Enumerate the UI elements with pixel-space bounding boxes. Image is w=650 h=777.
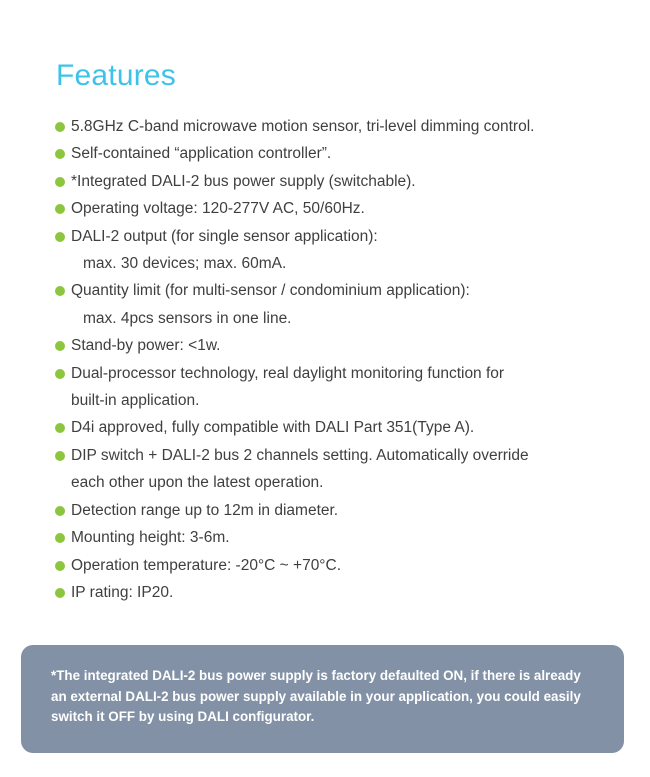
bullet-dot-icon [55,533,65,543]
bullet-dot-icon [55,177,65,187]
bullet-dot-icon [55,232,65,242]
feature-item [55,113,615,140]
feature-text: Stand-by power: <1w. [71,337,221,355]
feature-text: Detection range up to 12m in diameter. [71,501,339,519]
bullet-dot-icon [55,286,65,296]
feature-item [55,195,615,222]
note-line: *The integrated DALI-2 bus power supply is factory defaulted ON, if there is already [51,668,581,683]
bullet-dot-icon [55,561,65,571]
bullet-dot-icon [55,588,65,598]
feature-subtext: max. 30 devices; max. 60mA. [83,255,287,273]
bullet-dot-icon [55,451,65,461]
feature-text: DIP switch + DALI-2 bus 2 channels setting. Automatically override [71,446,529,464]
feature-subtext: max. 4pcs sensors in one line. [83,309,292,327]
bullet-dot-icon [55,122,65,132]
feature-text-continued: built-in application. [71,392,200,410]
bullet-dot-icon [55,149,65,159]
bullet-dot-icon [55,341,65,351]
feature-item [55,524,615,551]
feature-item [55,552,615,579]
feature-item [55,579,615,606]
feature-text: Operating voltage: 120-277V AC, 50/60Hz. [71,200,365,218]
feature-text: Dual-processor technology, real daylight monitoring function for [71,364,505,382]
feature-text: 5.8GHz C-band microwave motion sensor, tri-level dimming control. [71,118,535,135]
feature-text: IP rating: IP20. [71,583,174,601]
feature-text: Quantity limit (for multi-sensor / condominium application): [71,282,470,300]
feature-item [55,223,615,278]
feature-item [55,332,615,359]
feature-text-continued: each other upon the latest operation. [71,474,324,492]
feature-item [55,360,615,415]
features-list [55,113,615,606]
feature-text: DALI-2 output (for single sensor application): [71,227,378,245]
feature-text: Self-contained “application controller”. [71,145,332,163]
feature-text: Operation temperature: -20°C ~ +70°C. [71,556,342,574]
feature-item [55,497,615,524]
note-line: switch it OFF by using DALI configurator. [51,709,315,724]
feature-text: Mounting height: 3-6m. [71,529,230,547]
feature-item [55,277,615,332]
bullet-dot-icon [55,369,65,379]
bullet-dot-icon [55,506,65,516]
feature-text: D4i approved, fully compatible with DALI Part 351(Type A). [71,419,475,437]
note-box [21,645,624,753]
bullet-dot-icon [55,423,65,433]
feature-text: *Integrated DALI-2 bus power supply (switchable). [71,172,416,190]
page-title: Features [56,59,176,92]
note-line: an external DALI-2 bus power supply available in your application, you could easily [51,688,581,704]
feature-item [55,442,615,497]
feature-item [55,140,615,167]
feature-item [55,414,615,441]
feature-item [55,168,615,195]
note-text [51,666,604,728]
bullet-dot-icon [55,204,65,214]
